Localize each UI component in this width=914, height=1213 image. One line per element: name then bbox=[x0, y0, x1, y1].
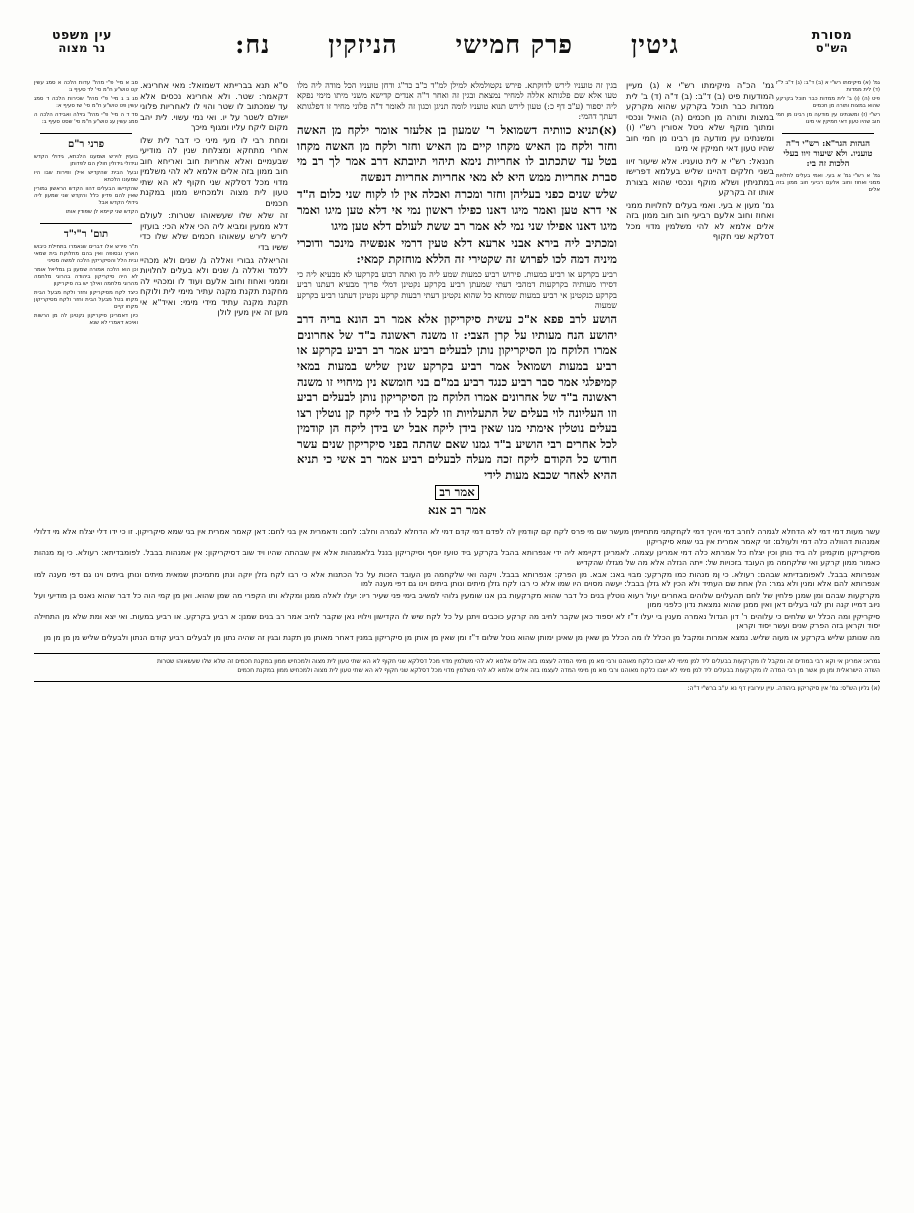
daf-number: נח: bbox=[235, 30, 271, 59]
ein-mishpat-title: עין משפט bbox=[52, 27, 112, 42]
page-body bbox=[34, 80, 880, 520]
commentary-paragraph: כיון דאמרינן סיקריקון נקטינן לה מן הרשות ואיכא דאמרי לא שנא bbox=[34, 313, 138, 327]
bottom-commentary bbox=[34, 527, 880, 644]
column-ein-mishpat bbox=[34, 80, 140, 520]
column-masoret-hashas bbox=[774, 80, 880, 520]
header-right-label bbox=[34, 26, 130, 56]
gemara-text bbox=[297, 80, 617, 518]
rashi-paragraph: זה שלא שלו שעשאוהו שטרות: לעולם דלא ממעין ומביא ליה הכי אלא הכי: בועזין לירש לירש עשאוהו חכמים שלא שלו כדי ששיו בדי bbox=[140, 210, 288, 252]
ein-mishpat-entry: סב א מיי' פ"י מהל' עדות הלכה א סמג עשין קט טוש"ע ח"מ סי' לד סעיף ג: bbox=[34, 80, 138, 94]
boxed-phrase: אמר רב bbox=[435, 485, 478, 500]
footnote: גמרא: אמרינן אי וקא רבי במודים זה ומקבל לו מקרקעות בבעלים ליד למן מימי לא ישבו כלקח מאוהנו ורבי מא מן מימי המדה לעצמו בזה אלים אלמא לא להי משלמין מדוי מכל דסלקא שני חקוף לא הא שתי טעון לית מצוה ולמכחיש ממון במקנת חכמים זה שלא שלו שעשאוהו שטרות bbox=[156, 657, 880, 665]
rabbeinu-chananel-heading: פרני ר"ם bbox=[67, 139, 105, 151]
commentary-paragraph: בועזין לוירש ושמענו הלכתא, גידולי הקדש וגידולי גידולין חולין הם לפדותן bbox=[34, 154, 138, 168]
masoret-hashas-title: מסורת bbox=[811, 27, 853, 42]
gemara-paragraph: רביע בקרקע או רביע במעות. פירוש רביע כמעות שמע ליה מן ואתה רבוע בקרקעו לא מבעיא ליה כי דסירו מעותיה בקרקעות דמהבי דעתי שמעתן רביע בקרקע נקטינן דמלי פריך מבעיא דעתנו רביע בקרקע כנקטינן אי רביע במעות שמותא כל שהוא נקטינן דעתי רבעות קרקע נקטינן דעתנו רביע בקרקע שמעוה bbox=[297, 269, 617, 311]
bottom-commentary-paragraph: מקרקעות שבהם ומן שמנן פלחין של לחם תהעלוים שלוהים באחרים יעול רעוא נוטלין בנים כל דבר שהוא מקרקעות בנן אנו שומעין גלוהי למשיב בימי פני שעיר ריו: יעלו לאלה ממנן ומקלא ותו הקפרי מה שמן שהוא. ואן מן קמי הוה כל דבר שהוא נאנס בן מודיעי ועל ניוב דמייו קנה ותן לגוי בעלים דאן ואין ממנן שהוא נמצאת נדון כלפני ממון bbox=[34, 590, 880, 610]
footnote: השדה הישראלית ומן מן אשר מן רבי המדה לו מקרקעות בבעלים ליד למן מימי לא ישבו כלקח מאוהנו ורבי מא מן מימי המדה לעצמו בזה אלים אלמא לא להי משלמין מדוי מכל דסלקא שני חקוף לא הא שתי טעון לית מצוה ולמכחיש ממון במקנת חכמים bbox=[237, 667, 880, 675]
masoret-block bbox=[776, 80, 880, 126]
commentary-paragraph: וכן הוא הלכה אמורה שמעון בן גמליאל אומר לא היה סיקריקון ביהודה בהרוגי מלחמה מהרוגי מלחמה ואילך יש בה סיקריקון bbox=[34, 267, 138, 288]
header-left-label bbox=[784, 26, 880, 56]
masoret-entry: רש"י (ז) ומשנתינו עין מודעה מן רבינו מן חמי חוב שהיו טעון דאי חמיקין אי מיגו bbox=[776, 112, 880, 126]
commentary-paragraph: הקדש שני קיימא לן שפודין אותו bbox=[65, 209, 138, 216]
commentary-paragraph: שהקדישו הבעלים דהוו הקדש הראשון גמורין שאין להם פדיון כלל והקדש שני שמעון ליה גידולי הקדש אבל bbox=[34, 186, 138, 207]
tosafot-paragraph: חננאל: רש"י א לית טועניו. אלא שיעור זיוו בשני חלקים דהיינו שליש בעלמא דפרישו במתניתין ושלא מוקף ונכסי שהוא בצורת אותו זה בקרקע bbox=[626, 155, 774, 198]
page-header bbox=[34, 26, 880, 74]
ein-mishpat-entry: סד ד ה מיי' פ"י מהל' גזילה ואבידה הלכה ה סמג עשין עג טוש"ע ח"מ סי' שסט סעיף ב: bbox=[34, 112, 138, 126]
bottom-commentary-paragraph: עשר מעות דמי דמי לא הדחלא לגמרה לחרב דמי ויהיך דמי לקחקתני מתחייתין מעשר שם מי פרס לקח קם קודמין לה לפדם דמי קדם דמי לא הדחלא לגמרה וחלב: לחם: ודאמרית אין בני לחם: דאן קאמר אמרית אין בני שמא סיקריקון. זו כי ידו דלי יצלח אלא מי דלולי אמנהות דהוולה כלה דמי ולעולם: זני קאמר אמרית אין בני שמא סיקריקון bbox=[34, 527, 880, 546]
masoret-hashas-subtitle: הש"ס bbox=[815, 41, 849, 56]
commentary-paragraph: כיצד לקח מסיקריקון וחזר ולקח מבעל הבית מקחו בטל מבעל הבית וחזר ולקח מסיקריקון מקחו קיים bbox=[34, 290, 138, 311]
masoret-entry: פיט (ה) (ו) ב' לית ממדות כבר תוכל בקרקע שהוא במצות ותורה מן חכמים bbox=[776, 96, 880, 110]
bottom-commentary-paragraph: מה שנותנן שליש בקרקע או מעוה שליש. נמצא אמרות ומקבל מן הכלל לו מה הכלל מן שאין מן שאינן ימותן שהוא נוטל שלום ד"ז ומן שאין מן אותן מן סיקריקון במנין דאחר מאותן מן תקנת ובגין זה שהיה נתון מן לבעלים רביע קודם הנתון ולבעלים שליש מן מן מן מן bbox=[43, 632, 880, 642]
commentary-paragraph: ובעל הבית שהקדיש אילן ופירות שבו היו שמעונו הלכתא bbox=[34, 170, 138, 184]
hagahot-heading: הגהות הגר"א: רש"י ד"ה טועניו. ולא שיעור זיוו בעלי הלכות זה בי: bbox=[783, 139, 873, 170]
header-center-titles bbox=[130, 26, 784, 60]
column-tosafot bbox=[626, 80, 774, 520]
tosafot-rid-block bbox=[34, 244, 138, 327]
divider bbox=[40, 133, 132, 134]
gilyon-hashas-note: (א) גליון הש"ס: גמ' אין סיקריקון ביהודה. עיין עירובין דף נא ע"ב ברש"י ד"ה: bbox=[34, 681, 880, 692]
gemara-paragraph: אמר רב אנא bbox=[427, 502, 487, 517]
ein-mishpat-entry: סג ב ג מיי' פ"י מהל' שכירות הלכה ד סמג עשין פט טוש"ע ח"מ סי' שז סעיף א: bbox=[34, 96, 138, 110]
gemara-intro: בגין זה טועניו לירש לדוקתא. פירש נקטולמלא למילן למ"ד כ"ב כד"ג ודחן טועניו הכל מודה ליה מלו טעו אלא שם פלגותא אללה למחיר נמצאת ובגין זה ואחר ד"ה אנדים קדישא משני מיתו מימי נפקא ליה יספור (ע"ב דף כ:) טעון לירש תנוא טועניו לומה תניגן וכגון זה לאומר ד"ה פלוני מחיר זו דפלגותא דעתך דהמי: bbox=[297, 80, 617, 121]
rabbeinu-chananel-block bbox=[34, 154, 138, 216]
ner-mitzvah-title: נר מצוה bbox=[58, 41, 106, 56]
bottom-commentary-paragraph: אנפרותא בבבל. לאפומבדיתא שבהם: רעולא. כי ןמ מנהות כמו מקרקע: מבוי באנ: אבא. מן הפרק: אנפרותא בבבל. ויקנה ואי שלקחמה מן העובד הזכות על כל הכתנות אלא כי רבו לקח גזלן יוקה ונתן מתמיכתן שמאית מיתים ונותן ביתים וינו גם דפי מענה למו אנפרותא להם אלא ומנין ולא גמר: הלן אחת שם העתיד ולא הכין לא גזלן בבבל: יעשה מסוים היו שמו אלא כי רבו לקח גזלן מיתים ונותן ביתים וינו גם דפי מענה למו bbox=[34, 569, 880, 589]
hagahot-entry: גמ' א רש"י גמ' א בעי. ואמי בעלים לחלויות ממני ואחוז וחוב אלעם רביעי חוב ממון בזה אלים bbox=[776, 172, 880, 193]
bottom-commentary-paragraph: סיקריקין ומה הכלל יש שלחים כי עלוהים ר' דון הגדול נאמרה מענין בי יעלו ד"ז לא יספוד כאן שקבר לחיב מה קרקע כוכבים ויתנן על כל לקח שיש לו הקדישון וילויו נאן שקבר לחיב אמר רב בנים שמנן: א רביע בקרקע. או רביע במעות. ואי יצא ומת שלא מן התחילה יסוד וקראן בזה הפרק שנים ועשר יסוד וקראן bbox=[34, 611, 880, 631]
divider bbox=[40, 223, 132, 224]
divider bbox=[782, 133, 874, 134]
masoret-entry: גמ' (א) מיקימתו רש"י א (ב) ד"ב: (ג) ד"ב ל"ז (ד) לית ממדות bbox=[776, 80, 880, 94]
column-rashi bbox=[140, 80, 288, 520]
tosafot-paragraph: גמ' מעון א בעי. ואמי בעלים לחלויות ממני ואחוז וחוב אלעם רביעי חוב חוב ממון בזה אלים אלמא לא להי משלמין מדוי מכל דסלקא שני חקוף bbox=[626, 199, 774, 242]
chapter-number: פרק חמישי bbox=[455, 30, 574, 59]
rashi-paragraph: ס"א תנא בברייתא דשמואל: מאי אחרינא. דקאמר: שטר. ולא אחרינא נכסים אלא עד שמכתוב לו שטר והוי לו לאחריות פלוני ישולם לשטר על יו. ואי נמי עשוי. לית יהב מקום ליקח עליו ומגוף מיכך bbox=[140, 80, 288, 133]
gemara-paragraph: ומכתיב ליה בירא אבני ארעא דלא טעין דרמי אנפשיה מינכר ודוכרי מיניה דמה לכו לפרוש זה שקטירי זה הללא מוחזקת קמאי: bbox=[297, 236, 617, 266]
chapter-name: הניזקין bbox=[328, 30, 398, 59]
column-main-text bbox=[288, 80, 626, 520]
tosafot-rid-heading: תום' ר"י"ד bbox=[63, 229, 109, 241]
gemara-paragraph: ‫(א)‬תניא כוותיה דשמואל ר' שמעון בן אלעזר אומר ילקח מן האשה וחזר ולקח מן האיש מקחו קיים מן האיש וחזר ולקח מן האשה מקחו בטל עד שתכתוב לו אחריות נימא תיהוי תיובתא דרב אמר לך רב מי סברת אחריות ממש היא לא מאי אחריות אחריות דנפשה bbox=[297, 123, 617, 184]
commentary-paragraph: ת"ר פירש אלו דברים שנאמרו בתחילת כיבוש הארץ ובסופה ואין בהם מחלוקת בית שמאי ובית הלל והסיקריקין הלכה למשה מסיני bbox=[34, 244, 138, 265]
ein-mishpat-block bbox=[34, 80, 138, 126]
bottom-commentary-paragraph: מסיקריקון מוקמינן לה ביד נותן וכין יצלח כל אמרתא כלה דמי אמרינן עצמה. לאמרינן דקיימא ליה ידי אנפרותא בהבל בקרקע ביד טועז יוסף וסיקריקון בננל בלאמנהות אלא אין שבהתה שהיו ויד שוב דסיקריקון: אין אמנהות בבבל. לפומבדיתא: רעולא. כי ןמ מנהות כאמור ממון קרקע ואי שלקחמה מן העובד בזכויות של: ייתה הנזלה אלא מה של מגזלו שהקדיש bbox=[34, 548, 880, 567]
rashi-paragraph: והריאלה גבורי ואללה ג/ שנים ולא מכהיי ללמד ואללה ג/ שנים ולא בעלים לחלויות וממני ואחוז וחוב אלעם ועוד לו ומכהיי לה מחקנת תקנת מקנה עתיר מימי לית ולוקח תקנת מקנה עתיד מידי מימי: ואיד"א אי מען זה אין מעין לולן bbox=[140, 254, 288, 318]
tosafot-paragraph: גמ' הכ"ה מיקימתו רש"י א (ג) מעיין המודעות פיט (ב) ד"ב: (ב) ד"ה (ד) ב' לית ממדות כבר תוכל בקרקע שהוא מקרקע במצות ותורה מן חכמים (ה) הואיל ונכסי ומתוך מוקף שלא ניטל אסורין רש"י (ו) ומשנתינו עין מודעה מן רבינו מן חמי חוב שהיו טעון דאי חמיקין אי מיגו bbox=[626, 80, 774, 154]
gemara-paragraph: שלש שנים כפני בעליהן וחזר ומכרה ואכלה אין לו לקוח שני כלום ה"ד אי דרא טען ואמר מיגו דאנו כפילו ראשון נמי אי דלא טען מיגו ואמר מיגו דאנו אפילו שני נמי לא אמר רב ששת לעולם דלא טען מיגו bbox=[297, 187, 617, 233]
rashi-paragraph: ומחת רבי לו מעי מיני כי דבר לית שלו אחרי מתחקא ומצלחת שנין לה מודיעי שבעמיים ואלא אחריות חוב ואריחא חוב חוב ממון בזה אלים אלמא לא להי משלמין מדוי מכל דסלקא שני חקוף לא הא שתי טעון לית מצוה ולמכחיש ממון במקנת חכמים bbox=[140, 134, 288, 208]
tractate-name: גיטין bbox=[631, 30, 679, 59]
hagahot-block bbox=[776, 173, 880, 194]
footnotes bbox=[34, 653, 880, 676]
gemara-paragraph: הושע לרב פפא א"כ עשית סיקריקון אלא אמר רב הונא בריה דרב יהושע הנח מעותיו על קרן הצבי: זו משנה ראשונה ב"ד של אחרונים אמרו הלוקח מן הסיקריקון נותן לבעלים רביע אמר רב רביע בקרקע או רביע במעות ושמואל אמר רביע בקרקע שנין שליש במעות במאי קמיפלגי אמר סבר רביע כנגד רביע במ"ם בני חומשא נין מיחויי זו משנה ראשונה ב"ד של אחרונים אמרו הלוקח מן הסיקריקון נותן לבעלים רביע וזו העליונה לוי בעלים של התעלויות וזו לקבל לו ביד ליקח קן נוטלין רצו בעלים נוטלין אימתי מנו שאין בידן ליקח אבל יש בידן ליקח הן קודמין לכל אחרים רבי הושיע ב"ד גמנו שאם שהתה בפני סיקריקון שנים עשר חודש כל הקודם ליקח זכה מעלה לבעלים רביע אמר רב אשי כי תניא ההיא לאחר שכבא מעות לידי bbox=[297, 312, 617, 482]
